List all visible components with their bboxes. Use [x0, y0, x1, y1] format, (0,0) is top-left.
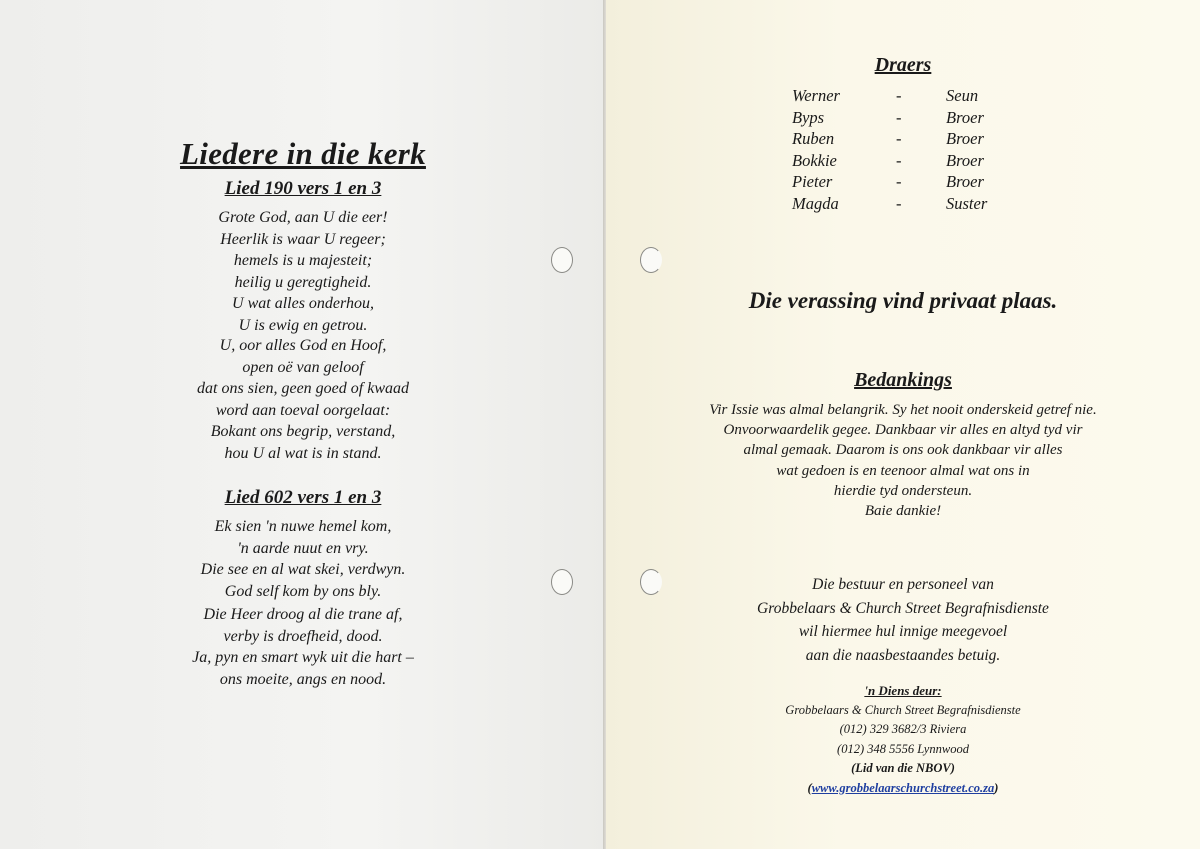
- thanks-line: wat gedoen is en teenoor almal wat ons in: [776, 462, 1030, 479]
- bearer-name: Ruben: [792, 129, 835, 149]
- list-item: [792, 194, 1032, 216]
- membership-note: (Lid van die NBOV): [851, 761, 955, 775]
- bearer-name: Pieter: [792, 172, 833, 192]
- hymn-2-verse-2: [0, 604, 606, 690]
- condolence-line: aan die naasbestaandes betuig.: [805, 646, 1001, 664]
- verse-line: Die see en al wat skei, verdwyn.: [200, 561, 406, 578]
- binder-hole-icon: [640, 569, 662, 595]
- bearer-dash: -: [896, 107, 902, 127]
- binder-hole-icon: [551, 569, 573, 595]
- verse-line: word aan toeval oorgelaat:: [215, 401, 391, 419]
- phone-lynnwood: (012) 348 5556 Lynnwood: [837, 741, 969, 756]
- verse-line: hou U al wat is in stand.: [224, 444, 382, 462]
- verse-line: Heerlik is waar U regeer;: [220, 230, 386, 248]
- list-item: [792, 129, 1032, 151]
- hymn-1-title: Lied 190 vers 1 en 3: [224, 178, 382, 199]
- bearer-dash: -: [896, 129, 902, 149]
- verse-line: Ja, pyn en smart wyk uit die hart –: [192, 649, 414, 666]
- thanks-line: hierdie tyd ondersteun.: [833, 482, 973, 499]
- bearer-relation: Broer: [946, 172, 984, 192]
- verse-line: dat ons sien, geen goed of kwaad: [197, 380, 409, 397]
- verse-line: verby is droefheid, dood.: [223, 627, 383, 645]
- condolence-line: Grobbelaars & Church Street Begrafnisdienste: [757, 599, 1049, 617]
- hymn-2-title: Lied 602 vers 1 en 3: [224, 487, 382, 508]
- verse-line: hemels is u majesteit;: [233, 252, 373, 269]
- verse-line: U wat alles onderhou,: [232, 295, 374, 312]
- condolence-message: [606, 573, 1200, 667]
- bearer-relation: Broer: [946, 129, 984, 149]
- bearers-list: [792, 86, 1032, 216]
- binder-hole-icon: [640, 247, 662, 273]
- list-item: [792, 151, 1032, 173]
- service-credit: [606, 681, 1200, 798]
- phone-riviera: (012) 329 3682/3 Riviera: [839, 722, 967, 736]
- condolence-line: Die bestuur en personeel van: [812, 576, 994, 593]
- bearer-dash: -: [896, 150, 902, 170]
- bearer-name: Byps: [792, 107, 825, 127]
- thanks-line: Vir Issie was almal belangrik. Sy het nooit onderskeid getref nie.: [709, 402, 1097, 418]
- verse-line: Die Heer droog al die trane af,: [203, 606, 403, 623]
- paren-close: ): [994, 780, 999, 795]
- hymn-1-verse-2: [0, 335, 606, 464]
- bearer-dash: -: [896, 172, 902, 192]
- binder-hole-icon: [551, 247, 573, 273]
- cremation-notice: Die verassing vind privaat plaas.: [748, 288, 1058, 313]
- thanks-line: Baie dankie!: [864, 503, 942, 520]
- bearer-dash: -: [896, 193, 902, 213]
- verse-line: 'n aarde nuut en vry.: [237, 539, 369, 557]
- verse-line: Ek sien 'n nuwe hemel kom,: [214, 518, 392, 535]
- thanks-heading: Bedankings: [854, 369, 952, 391]
- thanks-line: Onvoorwaardelik gegee. Dankbaar vir alles en altyd tyd vir: [723, 422, 1083, 439]
- verse-line: U is ewig en getrou.: [238, 316, 368, 334]
- verse-line: U, oor alles God en Hoof,: [219, 337, 387, 354]
- verse-line: open oë van geloof: [242, 358, 364, 376]
- verse-line: heilig u geregtigheid.: [234, 273, 372, 291]
- verse-line: ons moeite, angs en nood.: [219, 670, 387, 688]
- service-company: Grobbelaars & Church Street Begrafnisdienste: [785, 702, 1021, 717]
- thanks-message: [606, 400, 1200, 521]
- list-item: [792, 172, 1032, 194]
- verse-line: Bokant ons begrip, verstand,: [210, 423, 396, 440]
- hymn-1-verse-1: [0, 207, 606, 336]
- list-item: [792, 108, 1032, 130]
- bearer-relation: Suster: [946, 193, 988, 213]
- bearer-name: Bokkie: [792, 150, 837, 170]
- page-title: Liedere in die kerk: [180, 136, 426, 171]
- bearers-heading: Draers: [874, 54, 932, 76]
- condolence-line: wil hiermee hul innige meegevoel: [798, 623, 1008, 640]
- verse-line: God self kom by ons bly.: [224, 582, 382, 600]
- service-title: 'n Diens deur:: [864, 683, 942, 698]
- bearer-relation: Seun: [946, 86, 979, 105]
- verse-line: Grote God, aan U die eer!: [218, 209, 388, 226]
- hymn-2-verse-1: [0, 516, 606, 602]
- bearer-dash: -: [896, 86, 902, 105]
- bearer-relation: Broer: [946, 150, 984, 170]
- bearer-name: Werner: [792, 86, 840, 105]
- bearer-name: Magda: [792, 193, 839, 213]
- website-line: [606, 779, 1200, 799]
- thanks-line: almal gemaak. Daarom is ons ook dankbaar vir alles: [743, 442, 1063, 459]
- bearer-relation: Broer: [946, 107, 984, 127]
- right-page: [606, 0, 1200, 849]
- website-link[interactable]: www.grobbelaarschurchstreet.co.za: [811, 780, 995, 795]
- list-item: [792, 86, 1032, 108]
- paren-open: (: [807, 780, 812, 795]
